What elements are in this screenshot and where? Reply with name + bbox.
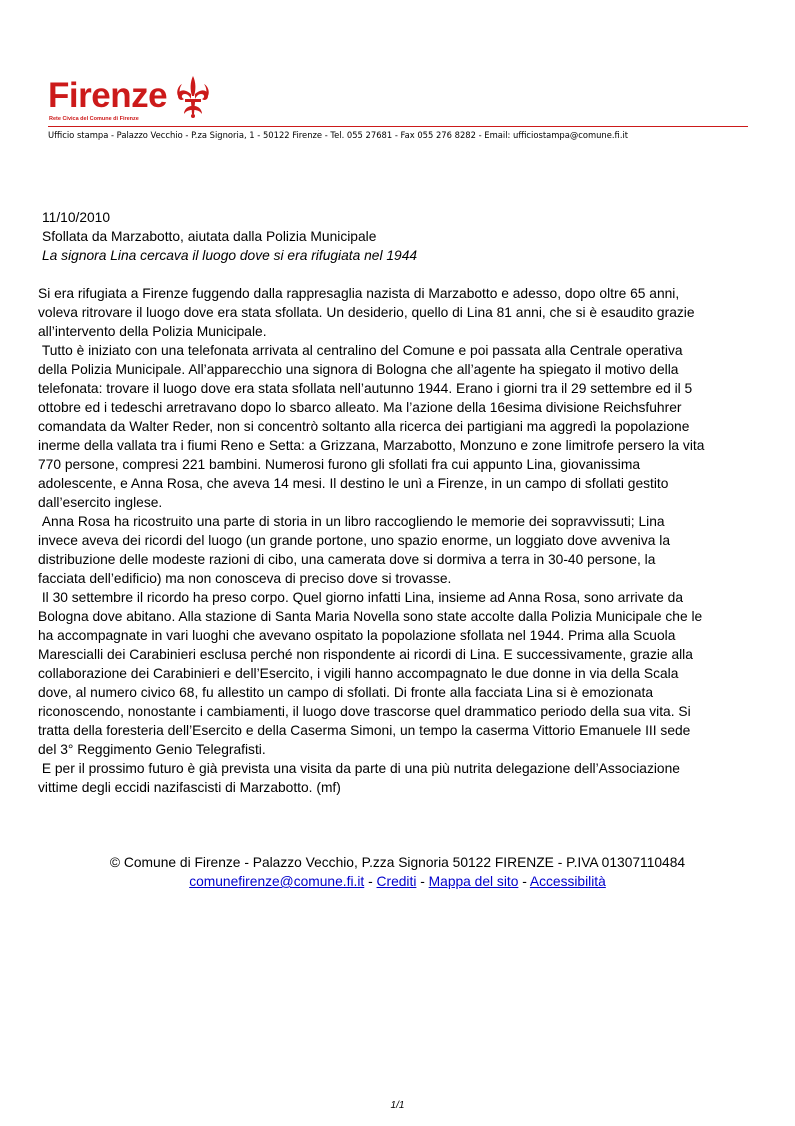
credits-link[interactable]: Crediti <box>376 874 417 889</box>
email-link[interactable]: comunefirenze@comune.fi.it <box>189 874 365 889</box>
release-date: 11/10/2010 <box>42 210 111 225</box>
body-paragraph: Anna Rosa ha ricostruito una parte di storia in un libro raccogliendo le memorie dei sopravvissuti; Lina invece aveva dei ricordi del luogo (un grande portone, uno spazio enorme, un loggiato dove avveniva la distribuzione delle modeste razioni di cibo, una camerata dove si dormiva a terra in 30-40 persone, la facciata dell’edificio) ma non conosceva di preciso dove si trovasse. <box>38 514 671 586</box>
logo-subtitle: Rete Civica del Comune di Firenze <box>49 116 139 122</box>
page-footer <box>0 853 795 891</box>
release-subtitle: La signora Lina cercava il luogo dove si era rifugiata nel 1944 <box>42 248 418 263</box>
florentine-lily-icon <box>172 72 214 120</box>
link-separator: - <box>518 874 530 889</box>
accessibility-link[interactable]: Accessibilità <box>529 874 606 889</box>
link-separator: - <box>416 874 429 889</box>
body-paragraph: Il 30 settembre il ricordo ha preso corpo. Quel giorno infatti Lina, insieme ad Anna Rosa, sono arrivate da Bologna dove abitano. Alla stazione di Santa Maria Novella sono state accolte dalla Polizia Municipale che le ha accompagnate in vari luoghi che avevano ospitato la popolazione sfollata nel 1944. Prima alla Scuola Marescialli dei Carabinieri esclusa perché non rispondente ai ricordi di Lina. E successivamente, grazie alla collaborazione dei Carabinieri e dell’Esercito, i vigili hanno accompagnato le due donne in via della Scala dove, al numero civico 68, fu allestito un campo di sfollati. Di fronte alla facciata Lina si è emozionata riconoscendo, nonostante i cambiamenti, il luogo dove trascorse quel drammatico periodo della sua vita. Si tratta della foresteria dell’Esercito e della Caserma Simoni, un tempo la caserma Vittorio Emanuele III sede del 3° Reggimento Genio Telegrafisti. <box>38 590 703 757</box>
footer-links <box>0 872 795 891</box>
release-title: Sfollata da Marzabotto, aiutata dalla Polizia Municipale <box>42 229 377 244</box>
spacer <box>38 265 754 284</box>
copyright-notice: © Comune di Firenze - Palazzo Vecchio, P.zza Signoria 50122 FIRENZE - P.IVA 01307110484 <box>109 855 686 870</box>
body-paragraph: E per il prossimo futuro è già prevista una visita da parte di una più nutrita delegazione dell’Associazione vittime degli eccidi nazifascisti di Marzabotto. (mf) <box>38 761 680 795</box>
sitemap-link[interactable]: Mappa del sito <box>428 874 519 889</box>
body-paragraph: Si era rifugiata a Firenze fuggendo dalla rappresaglia nazista di Marzabotto e adesso, dopo oltre 65 anni, voleva ritrovare il luogo dove era stata sfollata. Un desiderio, quello di Lina 81 anni, che si è esaudito grazie all’intervento della Polizia Municipale. <box>38 286 695 339</box>
link-separator: - <box>364 874 377 889</box>
page-header <box>48 72 758 152</box>
press-office-contact: Ufficio stampa - Palazzo Vecchio - P.za Signoria, 1 - 50122 Firenze - Tel. 055 27681 - Fax 055 276 8282 - Email: ufficiostampa@comune.fi.it <box>48 130 629 140</box>
press-release <box>38 208 754 797</box>
page-indicator: 1/1 <box>390 1100 405 1111</box>
body-paragraph: Tutto è iniziato con una telefonata arrivata al centralino del Comune e poi passata alla Centrale operativa della Polizia Municipale. All’apparecchio una signora di Bologna che all’agente ha spiegato il motivo della telefonata: trovare il luogo dove era stata sfollata nell’autunno 1944. Erano i giorni tra il 29 settembre ed il 5 ottobre ed i tedeschi arretravano dopo lo sbarco alleato. Ma l’azione della 16esima divisione Reichsfuhrer comandata da Walter Reder, non si concentrò soltanto alla ricerca dei partigiani ma aggredì la popolazione inerme della vallata tra i fiumi Reno e Setta: a Grizzana, Marzabotto, Monzuno e zone limitrofe persero la vita 770 persone, compresi 221 bambini. Numerosi furono gli sfollati fra cui appunto Lina, giovanissima adolescente, e Anna Rosa, che aveva 14 mesi. Il destino le unì a Firenze, in un campo di sfollati gestito dall’esercito inglese. <box>38 343 705 510</box>
logo-wordmark: Firenze <box>48 76 168 115</box>
header-divider <box>48 126 748 127</box>
firenze-logo[interactable] <box>48 72 248 124</box>
